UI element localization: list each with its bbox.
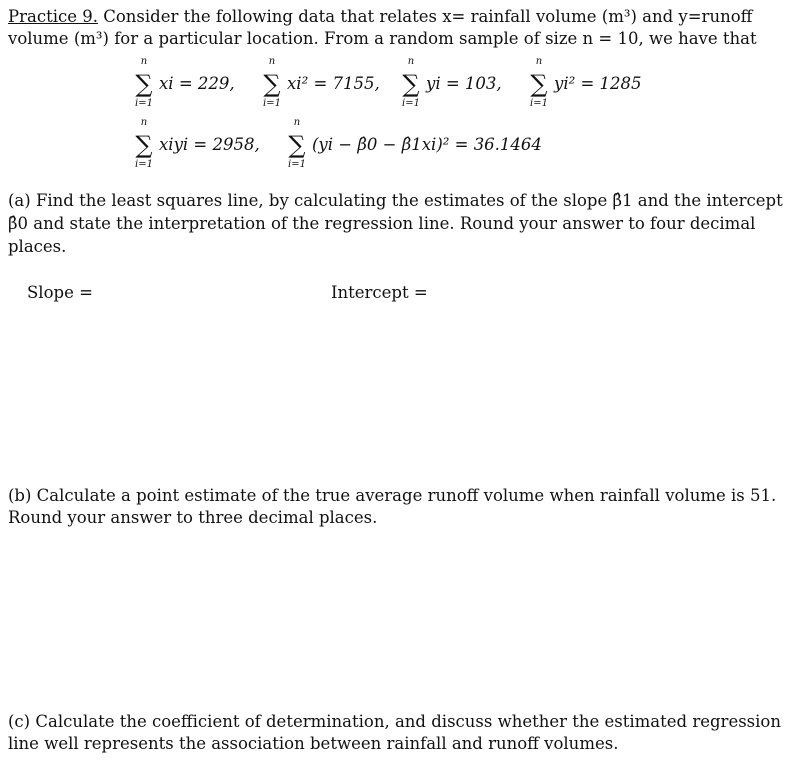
- part-b-line-2: Round your answer to three decimal places.: [8, 508, 378, 527]
- sum-xy: n ∑ i=1 xiyi = 2958,: [133, 133, 260, 173]
- part-c-line-2: line well represents the association between rainfall and runoff volumes.: [8, 734, 619, 753]
- summation-symbol: n ∑ i=1: [402, 56, 420, 109]
- intercept-label: Intercept =: [331, 283, 428, 302]
- summation-symbol: n ∑ i=1: [288, 117, 306, 170]
- practice-title: Practice 9.: [8, 7, 98, 26]
- slope-label: Slope =: [27, 283, 93, 302]
- intro-line-2: volume (m³) for a particular location. From a random sample of size n = 10, we have that: [8, 29, 757, 48]
- sum-x-squared: n ∑ i=1 xi² = 7155,: [261, 72, 380, 112]
- sum-y-squared: n ∑ i=1 yi² = 1285: [528, 72, 642, 112]
- part-a-line-1: (a) Find the least squares line, by calculating the estimates of the slope β̂1 and the intercept: [8, 191, 783, 210]
- summation-symbol: n ∑ i=1: [263, 56, 281, 109]
- intro-line-1-text: Consider the following data that relates x= rainfall volume (m³) and y=runoff: [103, 7, 753, 26]
- part-a-line-3: places.: [8, 237, 67, 256]
- summation-symbol: n ∑ i=1: [135, 56, 153, 109]
- sum-x: n ∑ i=1 xi = 229,: [133, 72, 235, 112]
- part-a-line-2: β̂0 and state the interpretation of the regression line. Round your answer to four decimal: [8, 214, 756, 233]
- sum-squared-errors: n ∑ i=1 (yi − β̂0 − β̂1xi)² = 36.1464: [286, 133, 542, 173]
- summation-symbol: n ∑ i=1: [530, 56, 548, 109]
- part-c-line-1: (c) Calculate the coefficient of determination, and discuss whether the estimated regression: [8, 712, 781, 731]
- part-b-line-1: (b) Calculate a point estimate of the true average runoff volume when rainfall volume is 51.: [8, 486, 777, 505]
- intro-line-1: [8, 6, 752, 28]
- summation-symbol: n ∑ i=1: [135, 117, 153, 170]
- sum-y: n ∑ i=1 yi = 103,: [400, 72, 502, 112]
